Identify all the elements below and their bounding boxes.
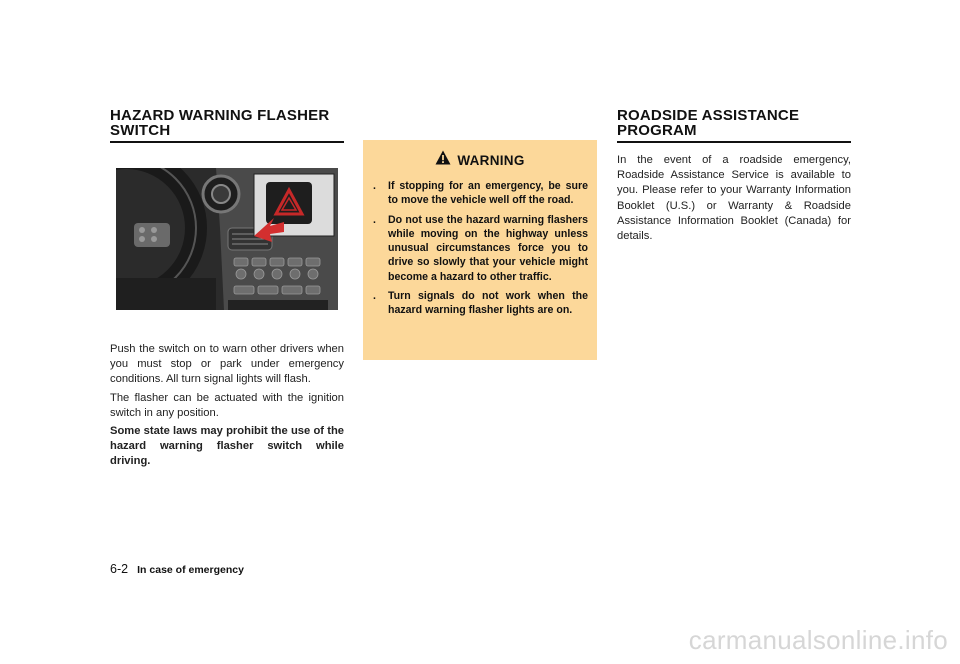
warning-box (363, 140, 597, 360)
left-column (110, 108, 344, 143)
site-watermark: carmanualsonline.info (688, 625, 948, 655)
warning-header (363, 151, 597, 169)
warning-list (363, 179, 597, 318)
warning-item-text: Do not use the hazard warning flashers while moving on the highway unless unusual circumstances force you to drive so slowly that your vehicle might become a hazard to other traffic. (388, 213, 588, 283)
paragraph-push-switch: Push the switch on to warn other drivers when you must stop or park under emergency conditions. All turn signal lights will flash. (110, 343, 344, 386)
paragraph-flasher-ignition: The flasher can be actuated with the ignition switch in any position. (110, 391, 344, 419)
roadside-heading: ROADSIDE ASSISTANCE PROGRAM (617, 108, 851, 143)
paragraph-state-laws: Some state laws may prohibit the use of the hazard warning flasher switch while driving. (110, 425, 344, 468)
dashboard-illustration (116, 168, 338, 310)
warning-title: WARNING (457, 152, 525, 168)
bullet-mark: . (373, 290, 376, 303)
hazard-switch-photo (116, 168, 338, 310)
warning-item (373, 179, 588, 208)
page-footer (110, 562, 244, 576)
warning-item (373, 213, 588, 284)
right-column (617, 108, 851, 247)
bullet-mark: . (373, 213, 376, 226)
page-number: 6-2 (110, 562, 129, 576)
bullet-mark: . (373, 180, 376, 192)
roadside-paragraph: In the event of a roadside emergency, Roadside Assistance Service is available to you. Please refer to your Warranty Information Booklet (U.S.) or Warranty & Roadside Assistance Information Booklet (Canada) for details. (617, 154, 851, 243)
warning-item (373, 289, 588, 318)
warning-item-text: If stopping for an emergency, be sure to move the vehicle well off the road. (388, 180, 588, 207)
left-body (110, 342, 344, 473)
hazard-heading: HAZARD WARNING FLASHER SWITCH (110, 108, 344, 143)
warning-triangle-icon (435, 150, 451, 170)
warning-item-text: Turn signals do not work when the hazard warning flasher lights are on. (388, 290, 588, 317)
section-name: In case of emergency (137, 564, 244, 576)
